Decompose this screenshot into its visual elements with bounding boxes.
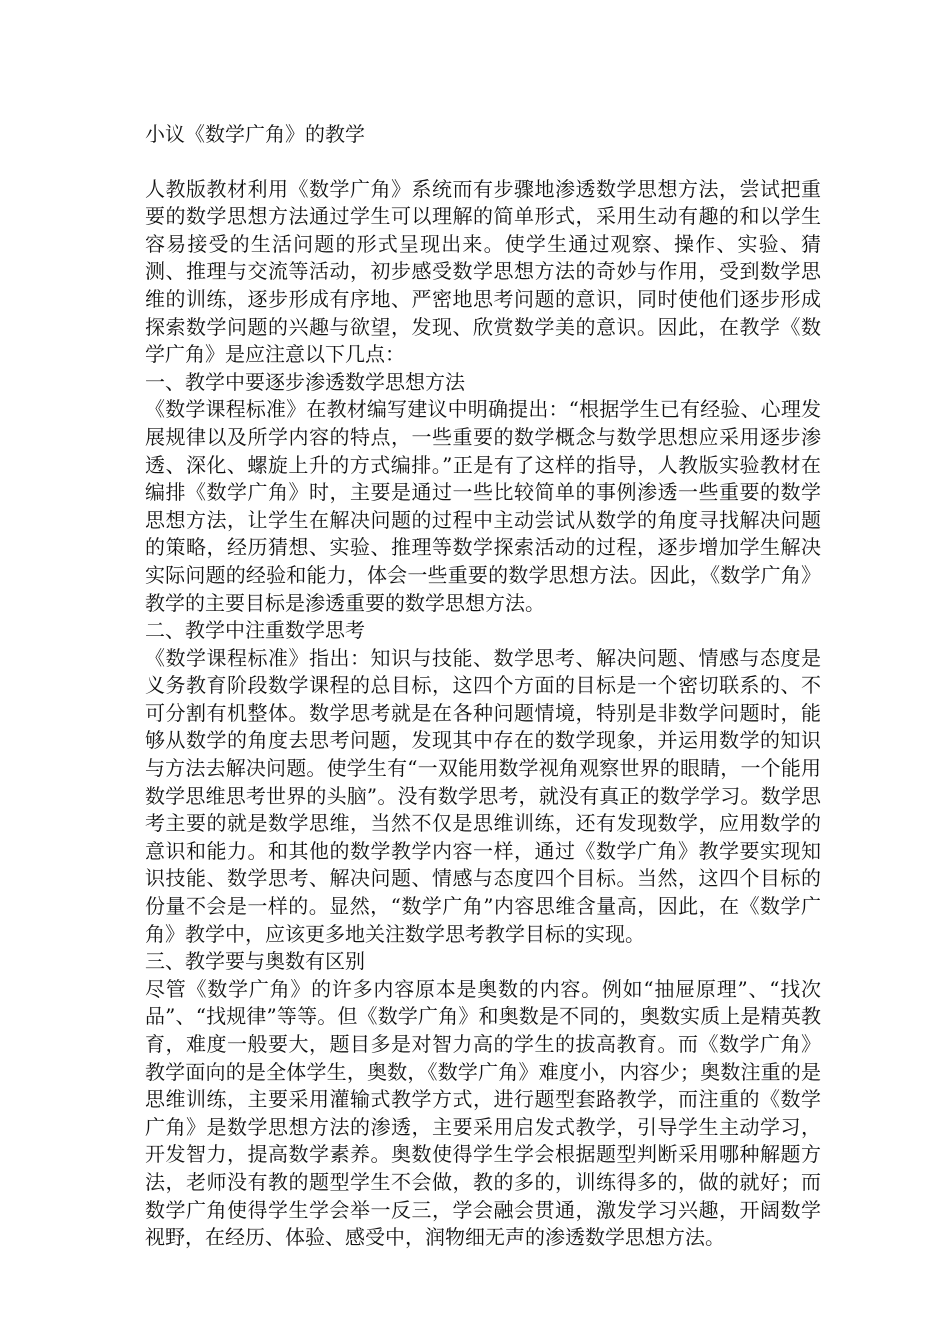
intro-paragraph: 人教版教材利用《数学广角》系统而有步骤地渗透数学思想方法，尝试把重要的数学思想方法通过学生可以理解的简单形式，采用生动有趣的和以学生容易接受的生活问题的形式呈现出来。使学生通过观察、操作、实验、猜测、推理与交流等活动，初步感受数学思想方法的奇妙与作用，受到数学思维的训练，逐步形成有序地、严密地思考问题的意识，同时使他们逐步形成探索数学问题的兴趣与欲望，发现、欣赏数学美的意识。因此，在教学《数学广角》是应注意以下几点： (145, 176, 821, 367)
section-3-body: 尽管《数学广角》的许多内容原本是奥数的内容。例如“抽屉原理”、“找次品”、“找规律”等等。但《数学广角》和奥数是不同的，奥数实质上是精英教育，难度一般要大，题目多是对智力高的学生的拔高教育。而《数学广角》教学面向的是全体学生，奥数，《数学广角》难度小，内容少；奥数注重的是思维训练，主要采用灌输式教学方式，进行题型套路教学，而注重的《数学广角》是数学思想方法的渗透，主要采用启发式教学，引导学生主动学习，开发智力，提高数学素养。奥数使得学生学会根据题型判断采用哪种解题方法，老师没有教的题型学生不会做，教的多的，训练得多的，做的就好；而数学广角使得学生学会举一反三，学会融会贯通，激发学习兴趣，开阔数学视野，在经历、体验、感受中，润物细无声的渗透数学思想方法。 (145, 976, 821, 1250)
section-3-heading: 三、教学要与奥数有区别 (145, 949, 365, 974)
section-2-body: 《数学课程标准》指出：知识与技能、数学思考、解决问题、情感与态度是义务教育阶段数学课程的总目标，这四个方面的目标是一个密切联系的、不可分割有机整体。数学思考就是在各种问题情境，特别是非数学问题时，能够从数学的角度去思考问题，发现其中存在的数学现象，并运用数学的知识与方法去解决问题。使学生有“一双能用数学视角观察世界的眼睛，一个能用数学思维思考世界的头脑”。没有数学思考，就没有真正的数学学习。数学思考主要的就是数学思维，当然不仅是思维训练，还有发现数学，应用数学的意识和能力。和其他的数学教学内容一样，通过《数学广角》教学要实现知识技能、数学思考、解决问题、情感与态度四个目标。当然，这四个目标的份量不会是一样的。显然，“数学广角”内容思维含量高，因此，在《数学广角》教学中，应该更多地关注数学思考教学目标的实现。 (145, 645, 821, 946)
document-title: 小议《数学广角》的教学 (145, 122, 365, 146)
document-body (145, 121, 821, 1252)
section-1-heading: 一、教学中要逐步渗透数学思想方法 (145, 369, 465, 394)
section-2-heading: 二、教学中注重数学思考 (145, 618, 365, 643)
section-1-body: 《数学课程标准》在教材编写建议中明确提出：“根据学生已有经验、心理发展规律以及所学内容的特点，一些重要的数学概念与数学思想应采用逐步渗透、深化、螺旋上升的方式编排。”正是有了这样的指导，人教版实验教材在编排《数学广角》时，主要是通过一些比较简单的事例渗透一些重要的数学思想方法，让学生在解决问题的过程中主动尝试从数学的角度寻找解决问题的策略，经历猜想、实验、推理等数学探索活动的过程，逐步增加学生解决实际问题的经验和能力，体会一些重要的数学思想方法。因此，《数学广角》教学的主要目标是渗透重要的数学思想方法。 (145, 397, 821, 615)
